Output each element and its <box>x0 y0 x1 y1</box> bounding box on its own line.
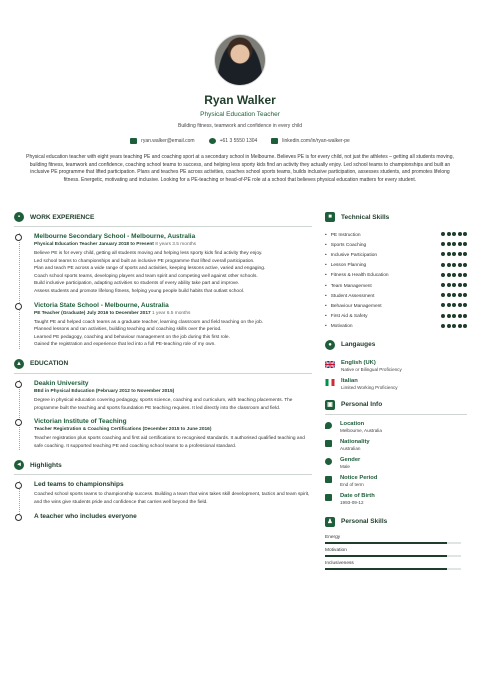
technical-skill-label: • Student Assessment <box>325 294 374 299</box>
rating-dot <box>447 283 451 287</box>
rating-dot <box>463 242 467 246</box>
rating-dot <box>463 303 467 307</box>
education-timeline <box>14 380 312 450</box>
work-entry <box>34 302 312 349</box>
timeline-dot <box>15 419 22 426</box>
language-name: English (UK) <box>341 359 376 366</box>
phone-text: +61 3 5550 1304 <box>219 138 258 144</box>
flag-icon <box>325 440 332 447</box>
skill-rating-dots <box>440 242 467 248</box>
personal-skill-label: Motivation <box>325 547 347 553</box>
skill-level-fill <box>325 542 447 544</box>
rating-dot <box>441 283 445 287</box>
rating-dot <box>452 293 456 297</box>
rating-dot <box>458 324 462 328</box>
profile-photo <box>214 34 266 86</box>
timeline-dot <box>15 303 22 310</box>
rating-dot <box>452 303 456 307</box>
timeline-dot <box>15 482 22 489</box>
rating-dot <box>458 252 462 256</box>
rating-dot <box>452 232 456 236</box>
timeline-dot <box>15 234 22 241</box>
skill-rating-dots <box>440 283 467 289</box>
rating-dot <box>463 252 467 256</box>
skill-rating-dots <box>440 324 467 330</box>
rating-dot <box>463 283 467 287</box>
technical-skill-item <box>325 271 467 281</box>
rating-dot <box>452 324 456 328</box>
personal-skills-list <box>325 535 467 570</box>
rating-dot <box>441 303 445 307</box>
skill-level-fill <box>325 568 447 570</box>
education-entry-title: Deakin University <box>34 379 89 387</box>
technical-skill-label: • Fitness & Health Education <box>325 273 389 278</box>
id-card-icon: ▣ <box>325 400 335 410</box>
highlight-title: Led teams to championships <box>34 481 124 489</box>
technical-skill-label: • Sports Coaching <box>325 243 366 248</box>
highlights-timeline <box>14 481 312 519</box>
rating-dot <box>441 324 445 328</box>
phone-contact[interactable] <box>209 138 258 144</box>
person-icon: ♟ <box>325 517 335 527</box>
skill-rating-dots <box>440 252 467 258</box>
technical-skill-item <box>325 312 467 322</box>
rating-dot <box>463 293 467 297</box>
right-column <box>325 212 467 570</box>
personal-info-date-of-birth: Date of Birth 1993-09-12 <box>325 493 467 505</box>
highlight-title: A teacher who includes everyone <box>34 512 137 520</box>
work-entry <box>34 233 312 296</box>
job-title: Physical Education Teacher <box>200 111 280 118</box>
education-heading: ▲ EDUCATION <box>14 359 312 374</box>
technical-skill-item <box>325 322 467 332</box>
linkedin-icon <box>271 138 278 144</box>
timeline-dot <box>15 381 22 388</box>
language-level: Limited Working Proficiency <box>341 384 398 390</box>
skill-level-bar <box>325 555 461 557</box>
skill-rating-dots <box>440 263 467 269</box>
education-entry-degree: Teacher Registration & Coaching Certifications (December 2015 to June 2016) <box>34 427 212 433</box>
professional-summary: Physical education teacher with eight years teaching PE and coaching sport at a secondary school in Melbourne. Believes PE is for every child, not just the athletes – getting all students moving, building fitness, teamwork and confidence, coaching school teams to success, and helping less sporty kids find an activity they actually enjoy. Led school teams to championships and built an inclusive PE programme that lifted participation. Plans and teaches PE across activities, coaches school sports teams, builds inclusive participation, assesses students, and promotes lifelong fitness. Energetic, motivating and inclusive. Looking for a PE-teaching or head-of-PE role at a school that believes physical education matters for every student. <box>26 154 454 183</box>
briefcase-icon: ▪ <box>14 212 24 222</box>
rating-dot <box>463 263 467 267</box>
language-name: Italian <box>341 377 358 384</box>
rating-dot <box>441 293 445 297</box>
megaphone-icon: ◄ <box>14 460 24 470</box>
work-entry-role: Physical Education Teacher January 2018 to Present 8 years 3.5 months <box>34 242 197 247</box>
highlight-entry <box>34 481 312 506</box>
email-text: ryan.walker@email.com <box>141 138 195 144</box>
skill-rating-dots <box>440 232 467 238</box>
calendar-icon <box>325 494 332 501</box>
rating-dot <box>458 314 462 318</box>
rating-dot <box>458 283 462 287</box>
rating-dot <box>452 314 456 318</box>
work-timeline <box>14 233 312 349</box>
skill-level-bar <box>325 542 461 544</box>
rating-dot <box>447 263 451 267</box>
language-level: Native or Bilingual Proficiency <box>341 366 402 372</box>
rating-dot <box>447 314 451 318</box>
rating-dot <box>447 293 451 297</box>
rating-dot <box>458 273 462 277</box>
personal-skill-label: Energy <box>325 534 341 540</box>
education-entry <box>34 418 312 450</box>
personal-info-notice-period: Notice Period End of term <box>325 475 467 487</box>
technical-skill-item <box>325 230 467 240</box>
rating-dot <box>452 263 456 267</box>
timeline-dot <box>15 514 22 521</box>
rating-dot <box>452 273 456 277</box>
rating-dot <box>463 232 467 236</box>
work-entry-title: Melbourne Secondary School - Melbourne, Australia <box>34 233 196 240</box>
technical-skill-item <box>325 261 467 271</box>
personal-skills-heading: ♟ Personal Skills <box>325 517 467 531</box>
work-entry-role: PE Teacher (Graduate) July 2016 to December 2017 1 year 6.5 months <box>34 310 191 316</box>
map-pin-icon <box>325 422 332 429</box>
envelope-icon <box>130 138 137 144</box>
rating-dot <box>458 242 462 246</box>
rating-dot <box>452 252 456 256</box>
rating-dot <box>441 242 445 246</box>
left-column <box>14 212 312 520</box>
rating-dot <box>458 293 462 297</box>
globe-icon: ● <box>325 340 335 350</box>
education-entry-description: Degree in physical education covering pedagogy, sports science, coaching and curriculum, with teaching placements. The programme built the teaching and sports foundation PE teaching requires. It led directly into the classroom and field. <box>34 397 293 411</box>
rating-dot <box>441 232 445 236</box>
rating-dot <box>458 303 462 307</box>
linkedin-text: linkedin.com/in/ryan-walker-pe <box>282 138 350 144</box>
technical-skills-list <box>325 230 467 332</box>
highlight-description: Coached school sports teams to championship success. Building a team that wins takes skill development, tactics and team spirit, and the wins give students pride and confidence that carries well beyond the field. <box>34 492 310 505</box>
rating-dot <box>441 263 445 267</box>
language-item <box>325 360 467 372</box>
rating-dot <box>447 252 451 256</box>
languages-heading: ● Langauges <box>325 340 467 354</box>
technical-skill-label: • PE Instruction <box>325 233 361 238</box>
work-experience-heading: ▪ WORK EXPERIENCE <box>14 212 312 227</box>
email-contact[interactable] <box>130 138 194 144</box>
personal-skill-item <box>325 561 467 570</box>
personal-skill-label: Inclusiveness <box>325 560 354 566</box>
personal-skill-item <box>325 548 467 557</box>
calendar-icon <box>325 476 332 483</box>
technical-skill-item <box>325 240 467 250</box>
rating-dot <box>463 273 467 277</box>
candidate-name: Ryan Walker <box>204 93 276 107</box>
rating-dot <box>452 242 456 246</box>
highlight-entry <box>34 513 312 520</box>
technical-skill-item <box>325 301 467 311</box>
education-entry <box>34 380 312 412</box>
contact-bar <box>0 138 480 144</box>
rating-dot <box>447 242 451 246</box>
personal-info-gender: Gender Male <box>325 457 467 469</box>
linkedin-contact[interactable] <box>271 138 350 144</box>
technical-skill-label: • Team Management <box>325 284 372 289</box>
technical-skills-heading: ■ Technical Skills <box>325 212 467 226</box>
education-entry-title: Victorian Institute of Teaching <box>34 418 127 426</box>
tagline: Building fitness, teamwork and confidence in every child <box>178 123 302 129</box>
rating-dot <box>447 324 451 328</box>
rating-dot <box>452 283 456 287</box>
toolbox-icon: ■ <box>325 212 335 222</box>
rating-dot <box>447 303 451 307</box>
technical-skill-label: • Inclusive Participation <box>325 253 377 258</box>
work-entry-title: Victoria State School - Melbourne, Australia <box>34 301 169 309</box>
language-item <box>325 378 467 390</box>
italy-flag-icon <box>325 379 335 386</box>
personal-info-location: Location Melbourne, Australia <box>325 421 467 433</box>
rating-dot <box>441 273 445 277</box>
rating-dot <box>458 232 462 236</box>
rating-dot <box>441 252 445 256</box>
rating-dot <box>447 232 451 236</box>
gender-icon <box>325 458 332 465</box>
personal-info-nationality: Nationality Australian <box>325 439 467 451</box>
technical-skill-label: • Motivation <box>325 324 353 329</box>
highlights-heading: ◄ Highlights <box>14 460 312 475</box>
rating-dot <box>458 263 462 267</box>
skill-rating-dots <box>440 273 467 279</box>
rating-dot <box>463 314 467 318</box>
education-entry-description: Teacher registration plus sports coaching and first aid certifications to recognised standards. It authorised qualified teaching and safe coaching. It supported teaching PE and coaching school teams to a professional standard. <box>34 436 305 449</box>
technical-skill-item <box>325 291 467 301</box>
work-entry-description: Believe PE is for every child, getting all students moving and helping less sporty kids find activity they enjoy. Led school teams to championships and built an inclusive PE programme that lifted overall participation. Plan and teach PE across a wide range of sports and activities, keeping lessons active, varied and engaging. Coach school sports teams, developing players and team spirit and competing well against other schools. Build inclusive participation, adapting activities so students of every ability take part and improve. Assess students and promote lifelong fitness, helping young people build habits that outlast school. <box>34 251 266 294</box>
technical-skill-label: • Lesson Planning <box>325 263 366 268</box>
technical-skill-label: • Behaviour Management <box>325 304 382 309</box>
graduation-cap-icon: ▲ <box>14 359 24 369</box>
skill-level-bar <box>325 568 461 570</box>
technical-skill-label: • First Aid & Safety <box>325 314 367 319</box>
work-entry-description: Taught PE and helped coach teams as a graduate teacher, learning classroom and field teaching on the job. Planned lessons and ran activities, building teaching and coaching skills over the period. Learned PE pedagogy, coaching and behaviour management on the job during this first role. Gained the registration and experience that led into a full PE-teaching role of my own. <box>34 319 264 348</box>
personal-info-heading: ▣ Personal Info <box>325 400 467 415</box>
personal-skill-item <box>325 535 467 544</box>
rating-dot <box>441 314 445 318</box>
technical-skill-item <box>325 281 467 291</box>
phone-icon <box>209 138 216 144</box>
skill-rating-dots <box>440 293 467 299</box>
rating-dot <box>463 324 467 328</box>
skill-level-fill <box>325 555 447 557</box>
uk-flag-icon <box>325 361 335 368</box>
skill-rating-dots <box>440 314 467 320</box>
skill-rating-dots <box>440 303 467 309</box>
rating-dot <box>447 273 451 277</box>
education-entry-degree: BEd in Physical Education (February 2012 to November 2015) <box>34 388 175 394</box>
technical-skill-item <box>325 250 467 260</box>
